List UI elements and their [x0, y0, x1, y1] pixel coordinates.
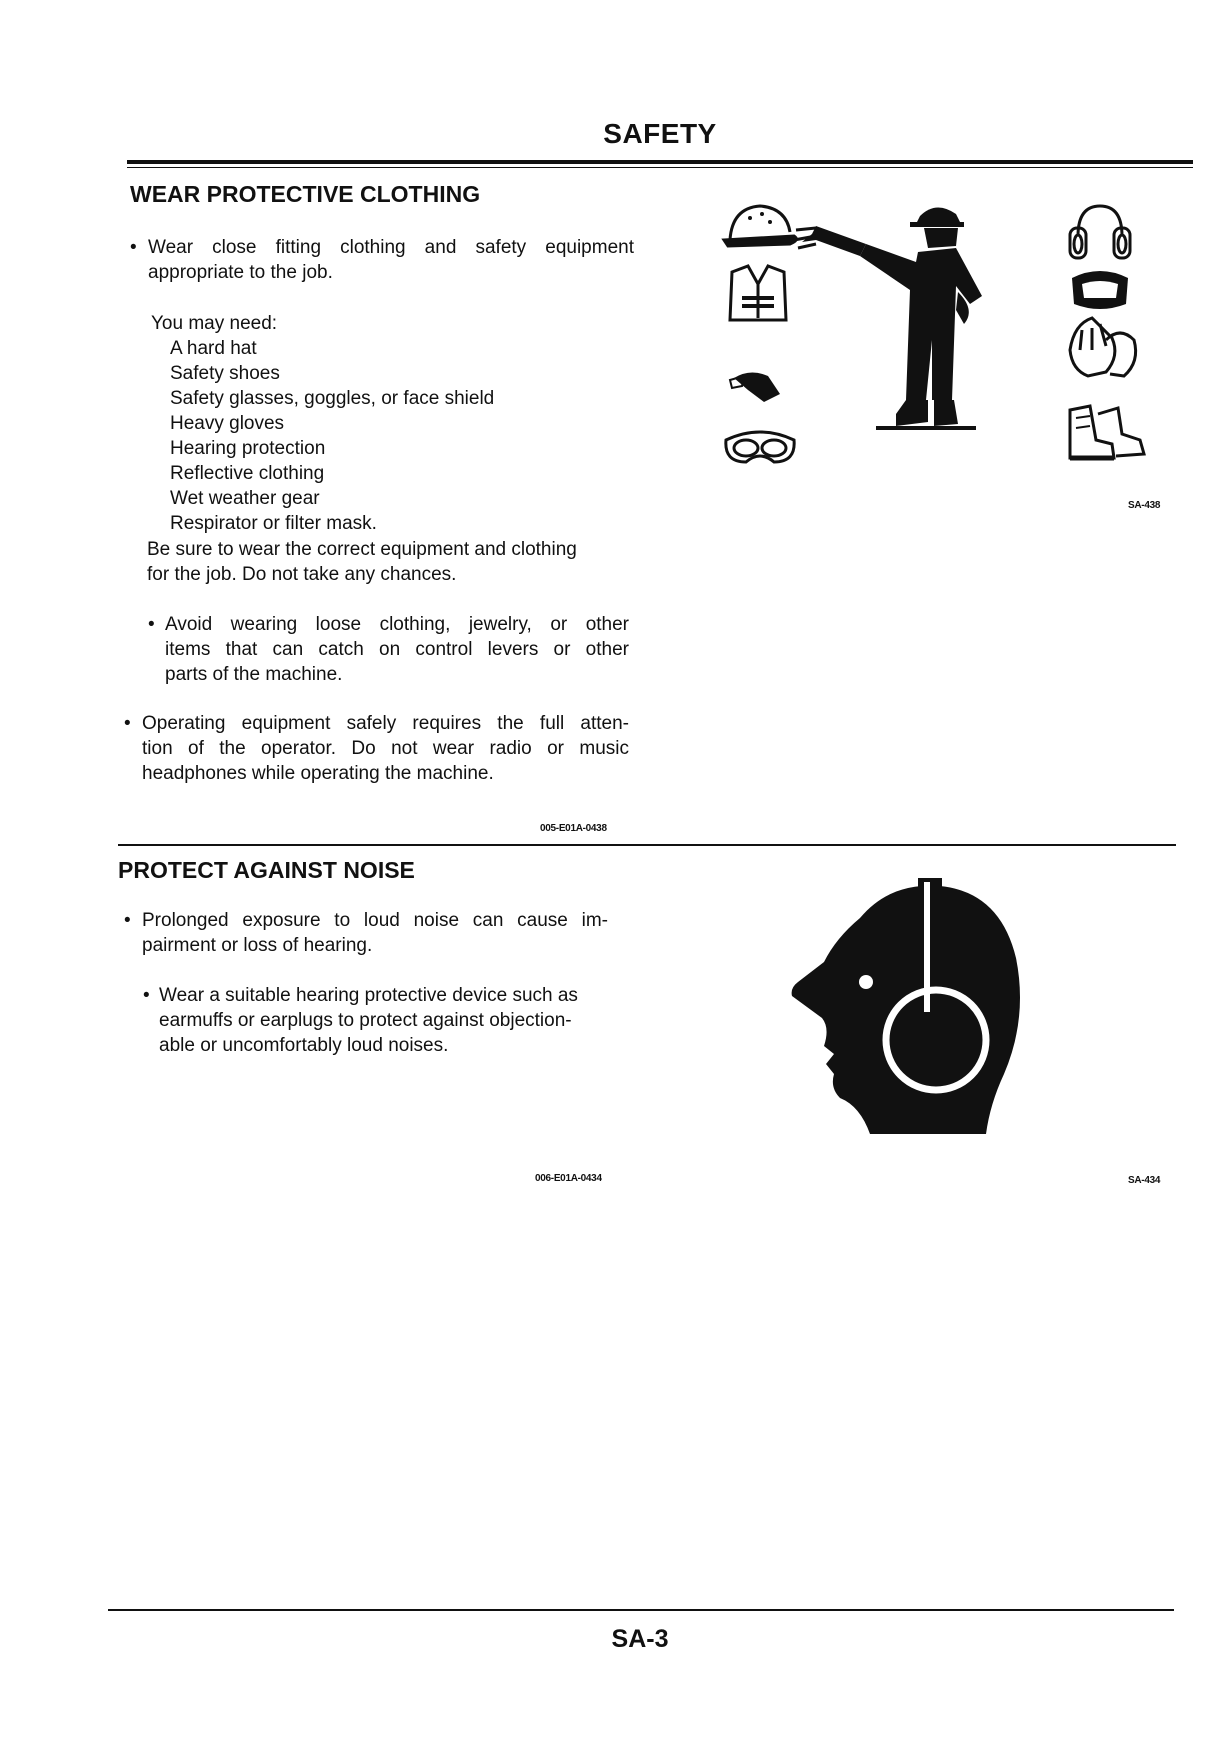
bullet-close-fitting: [148, 235, 634, 285]
sub-bullet-line: parts of the machine.: [165, 664, 343, 685]
hard-hat-icon: [724, 206, 796, 246]
bullet-marker: •: [124, 910, 131, 931]
section-code: 005-E01A-0438: [540, 823, 607, 834]
list-item: Reflective clothing: [170, 463, 325, 484]
bullet-line: pairment or loss of hearing.: [142, 935, 373, 956]
worker-figure-icon: [794, 207, 982, 430]
list-item: Hearing protection: [170, 438, 326, 459]
closing-line: for the job. Do not take any chances.: [147, 564, 457, 585]
sub-bullet-marker: •: [143, 985, 150, 1006]
section-heading-protective-clothing: WEAR PROTECTIVE CLOTHING: [130, 181, 481, 207]
bullet-line: Operating equipment safely requires the full atten-: [142, 713, 629, 734]
sub-bullet-line: able or uncomfortably loud noises.: [159, 1035, 449, 1056]
list-item: A hard hat: [170, 338, 257, 359]
closing-line: Be sure to wear the correct equipment and clothing: [147, 539, 577, 560]
bullet-line: headphones while operating the machine.: [142, 763, 494, 784]
bullet-line: tion of the operator. Do not wear radio or music: [142, 738, 629, 759]
bullet-marker: •: [130, 237, 137, 258]
sub-bullet-line: Wear a suitable hearing protective device such as: [159, 985, 578, 1006]
sub-bullet-line: Avoid wearing loose clothing, jewelry, or other: [165, 614, 629, 635]
section-code: 006-E01A-0434: [535, 1173, 602, 1184]
page-title: SAFETY: [603, 118, 717, 149]
safety-vest-icon: [730, 266, 786, 320]
sub-bullet-marker: •: [148, 614, 155, 635]
face-shield-icon: [730, 372, 780, 402]
safety-boots-icon: [1070, 406, 1144, 458]
section-heading-noise: PROTECT AGAINST NOISE: [118, 857, 415, 883]
protective-equipment-figure: [720, 200, 1160, 490]
list-item: Wet weather gear: [170, 488, 320, 509]
needs-intro: You may need:: [151, 313, 278, 334]
bullet-line: Prolonged exposure to loud noise can cause im-: [142, 910, 608, 931]
list-item: Respirator or filter mask.: [170, 513, 377, 534]
bullet-line: Wear close fitting clothing and safety equipment: [148, 237, 634, 258]
figure-code: SA-434: [1128, 1175, 1161, 1186]
footer-rule: [108, 1609, 1174, 1611]
bullet-full-attention: [142, 711, 629, 786]
closing-paragraph: [147, 537, 577, 587]
gloves-icon: [1070, 318, 1136, 376]
sub-bullet-line: items that can catch on control levers or other: [165, 639, 629, 660]
bullet-marker: •: [124, 713, 131, 734]
needs-list: [170, 336, 494, 536]
sub-bullet-line: earmuffs or earplugs to protect against objection-: [159, 1010, 572, 1031]
noise-figure: [790, 878, 1030, 1140]
list-item: Safety glasses, goggles, or face shield: [170, 388, 495, 409]
page-number: SA-3: [611, 1625, 669, 1653]
head-with-earmuff-icon: [792, 878, 1020, 1134]
header-rule-thin: [127, 167, 1193, 168]
list-item: Safety shoes: [170, 363, 280, 384]
ear-muffs-icon: [1070, 206, 1130, 258]
sub-bullet-hearing-device: [159, 983, 578, 1058]
list-item: Heavy gloves: [170, 413, 285, 434]
bullet-prolonged-exposure: [142, 908, 608, 958]
respirator-icon: [1072, 271, 1128, 309]
sub-bullet-loose-clothing: [165, 612, 629, 687]
goggles-icon: [726, 432, 794, 462]
header-rule: [127, 160, 1193, 164]
figure-code: SA-438: [1128, 500, 1161, 511]
bullet-line: appropriate to the job.: [148, 262, 333, 283]
section-divider: [118, 844, 1176, 846]
